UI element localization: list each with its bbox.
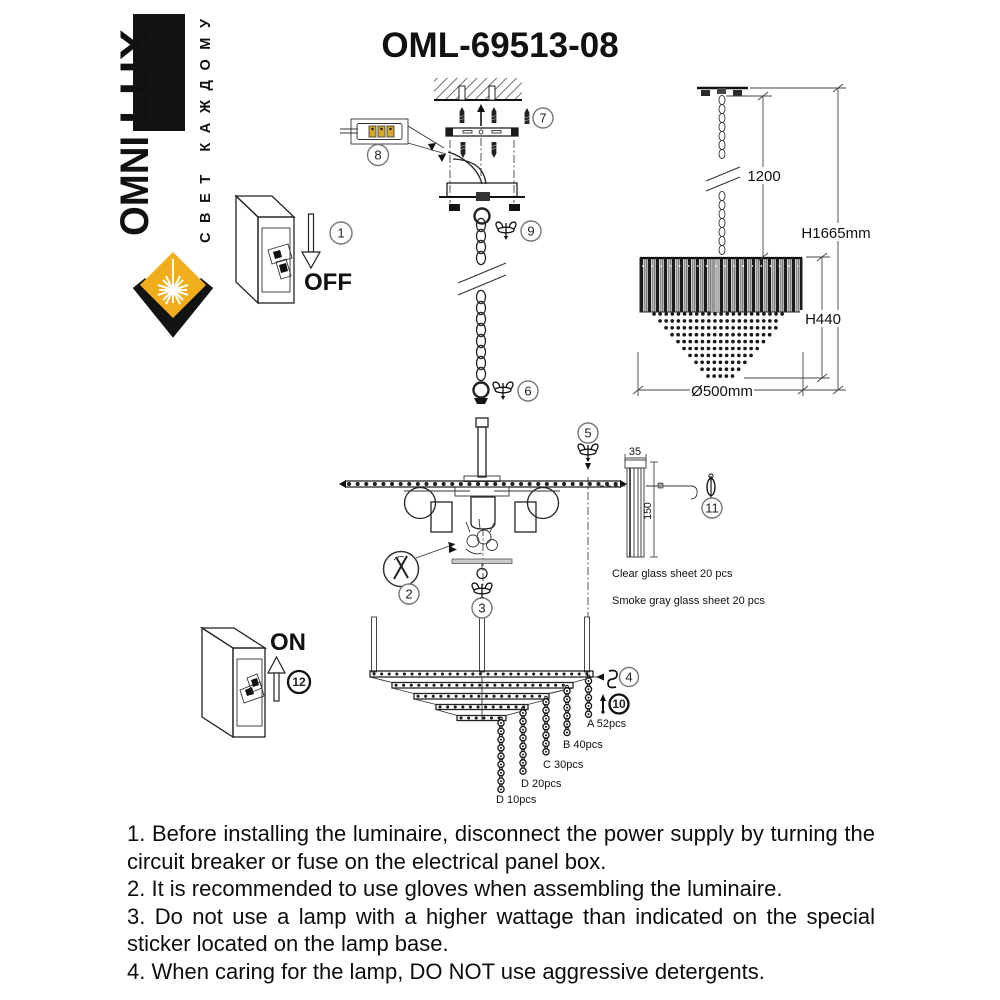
bead-pyramid	[654, 314, 788, 376]
arrow-down-icon	[302, 214, 320, 268]
strand-d20-label: D 20pcs	[521, 778, 562, 790]
wingnut-icon	[578, 444, 598, 462]
svg-text:10: 10	[612, 697, 626, 711]
screw-icon	[460, 142, 465, 158]
instructions-block	[127, 820, 875, 985]
logo-lux: LUX	[113, 44, 157, 124]
lamp-socket	[431, 502, 452, 532]
dim-diameter: Ø500mm	[691, 383, 753, 400]
svg-text:11: 11	[705, 500, 719, 516]
svg-text:8: 8	[374, 147, 382, 163]
screw-icon	[491, 107, 496, 123]
callout-12	[288, 671, 310, 693]
svg-text:7: 7	[539, 110, 547, 126]
on-label: ON	[270, 629, 306, 656]
wingnut-icon	[496, 222, 516, 240]
strand-d10-label: D 10pcs	[496, 794, 537, 806]
page-title: OML-69513-08	[381, 26, 619, 65]
wire-bundle	[449, 519, 498, 554]
callout-2	[399, 584, 419, 604]
glass-bar	[452, 559, 512, 564]
note-smoke-sheet: Smoke gray glass sheet 20 pcs	[612, 595, 765, 607]
instruction-3: 3. Do not use a lamp with a higher wattage than indicated on the special sticker located on the lamp base.	[127, 903, 875, 956]
ceiling-hatch	[434, 78, 522, 100]
instruction-1: 1. Before installing the luminaire, disconnect the power supply by turning the circuit breaker or fuse on the electrical panel box.	[127, 821, 875, 874]
switch-off-diagram	[236, 196, 352, 303]
ceiling-mount-diagram	[434, 78, 530, 203]
instruction-4: 4. When caring for the lamp, DO NOT use aggressive detergents.	[127, 958, 765, 984]
bead-pin-icon	[707, 474, 715, 498]
mounting-bracket	[446, 128, 518, 136]
screw-icon	[524, 108, 529, 124]
canopy-chain-diagram	[439, 152, 525, 404]
bulb	[528, 488, 559, 519]
svg-text:12: 12	[292, 675, 306, 689]
callout-3	[472, 598, 492, 618]
pin-icon	[600, 694, 606, 714]
dim-chain-length: 1200	[747, 168, 781, 185]
dim-overall-height: H1665mm	[801, 225, 871, 242]
callouts	[288, 108, 722, 714]
dim-body-height: H440	[805, 311, 841, 328]
lamp-socket	[515, 502, 536, 532]
wire-connector-inset	[340, 119, 446, 162]
off-label: OFF	[304, 269, 352, 296]
strand-c-label: C 30pcs	[543, 759, 584, 771]
toggle-lever-down	[268, 244, 292, 279]
wingnut-icon	[493, 382, 513, 400]
assembly-diagram	[339, 418, 627, 617]
callout-11	[702, 498, 722, 518]
logo-mark	[139, 252, 207, 325]
instruction-2: 2. It is recommended to use gloves when assembling the luminaire.	[127, 876, 783, 901]
screw-icon	[491, 142, 496, 158]
callout-7	[533, 108, 553, 128]
svg-text:5: 5	[584, 425, 592, 441]
dim-sheet-height: 150	[642, 502, 654, 520]
callout-9	[521, 221, 541, 241]
arrow-up-icon	[268, 657, 285, 701]
arrow-up-icon	[477, 104, 485, 126]
pliers-detail	[384, 542, 456, 587]
tier-assembly	[370, 617, 627, 806]
note-clear-sheet: Clear glass sheet 20 pcs	[612, 568, 733, 580]
dimension-diagram	[633, 84, 872, 400]
svg-text:1: 1	[337, 225, 345, 241]
svg-text:4: 4	[625, 669, 633, 685]
glass-sheet-detail	[600, 446, 765, 607]
callout-1	[330, 222, 352, 244]
suspension-chain	[477, 218, 486, 380]
glass-shade	[640, 258, 802, 312]
s-hook-icon	[608, 670, 617, 687]
screw-icon	[459, 107, 464, 123]
logo-omni: OMNI	[113, 131, 157, 236]
brand-logo	[113, 14, 214, 325]
strand-b-label: B 40pcs	[563, 739, 603, 751]
svg-text:3: 3	[478, 600, 486, 616]
toggle-lever-up	[240, 674, 264, 703]
logo-tagline: СВЕТ КАЖДОМУ	[198, 15, 214, 243]
callout-5	[578, 423, 598, 443]
dim-sheet-width: 35	[628, 446, 642, 458]
callout-4	[620, 668, 639, 687]
arrow-left-icon	[596, 674, 604, 681]
callout-10	[610, 695, 629, 714]
svg-text:9: 9	[527, 223, 535, 239]
strand-a-label: A 52pcs	[587, 718, 627, 730]
callout-8	[368, 145, 389, 166]
callout-6	[518, 381, 538, 401]
svg-text:6: 6	[524, 383, 532, 399]
svg-text:2: 2	[405, 586, 413, 602]
